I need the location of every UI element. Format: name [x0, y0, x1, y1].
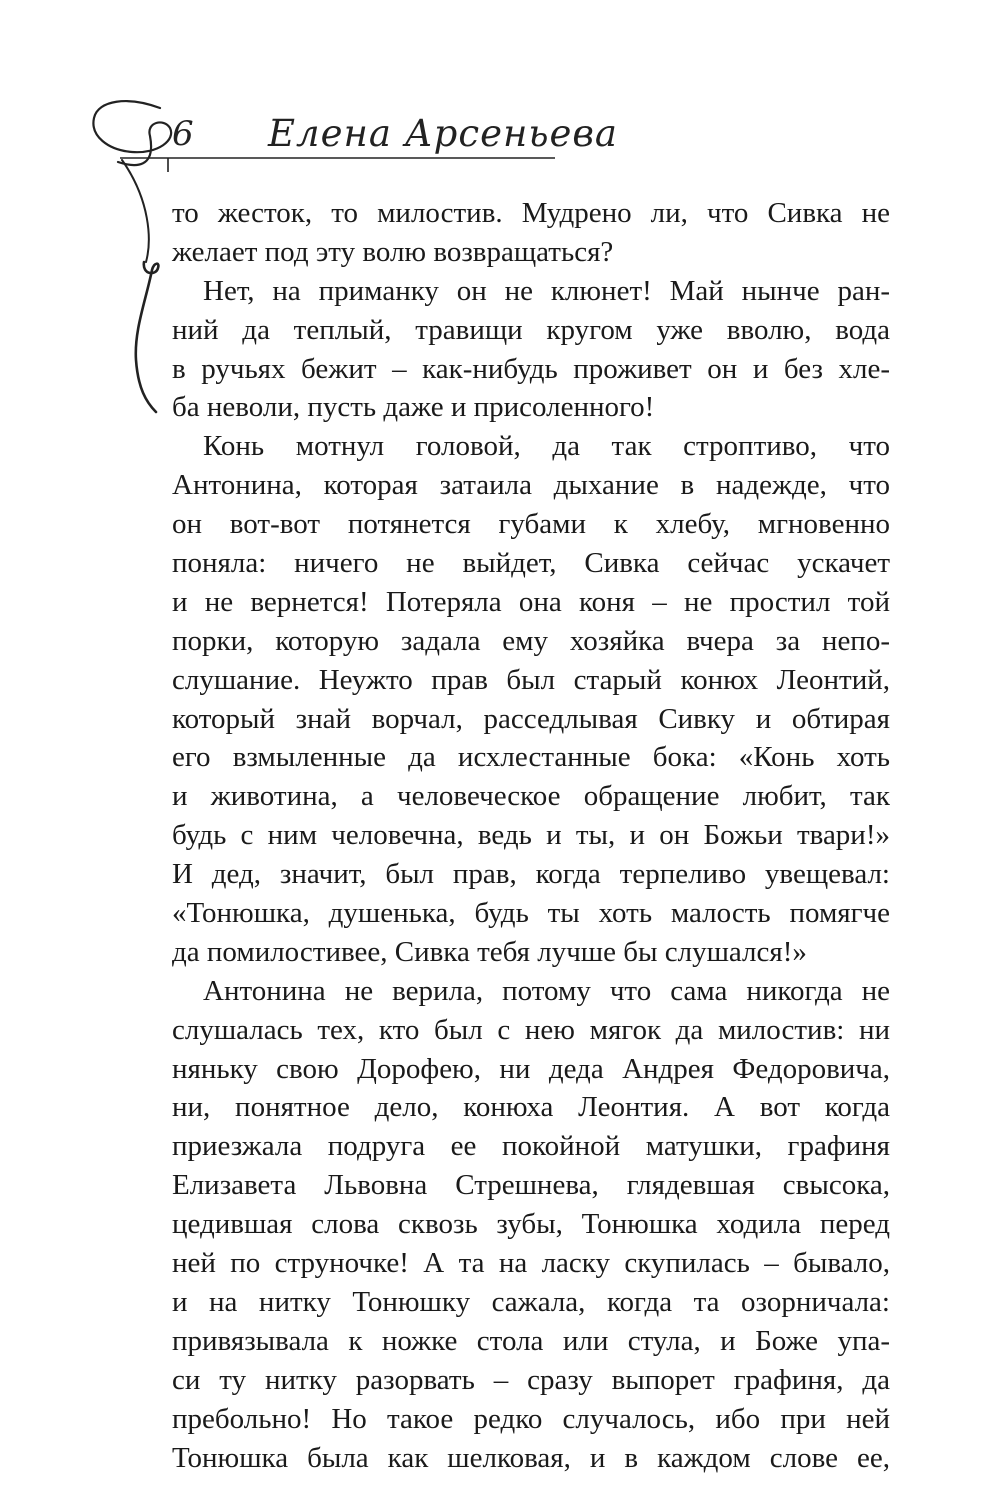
text-line: порки, которую задала ему хозяйка вчера за непо- [172, 624, 890, 657]
text-line: будь с ним человечна, ведь и ты, и он Божьи твари!» [172, 819, 890, 852]
text-line: Елизавета Львовна Стрешнева, глядевшая свысока, [172, 1169, 890, 1202]
text-line: «Тонюшка, душенька, будь ты хоть малость помягче [172, 897, 890, 930]
text-line: Антонина, которая затаила дыхание в надежде, что [172, 469, 890, 502]
text-line: и животина, а человеческое обращение любит, так [172, 780, 890, 813]
text-line: и на нитку Тонюшку сажала, когда та озорничала: [172, 1285, 890, 1318]
text-line: Нет, на приманку он не клюнет! Май нынче ран- [203, 274, 890, 307]
text-line: Тонюшка была как шелковая, и в каждом слове ее, [172, 1441, 890, 1474]
text-line: в ручьях бежит – как-нибудь проживет он и без хле- [172, 352, 890, 385]
text-line: ней по струночке! А та на ласку скупилась – бывало, [172, 1247, 890, 1280]
text-line: то жесток, то милостив. Мудрено ли, что Сивка не [172, 197, 890, 229]
author-name: Елена Арсеньева [268, 112, 618, 155]
text-line: слушание. Неужто прав был старый конюх Леонтий, [172, 663, 890, 696]
text-line: И дед, значит, был прав, когда терпеливо увещевал: [172, 858, 890, 891]
text-line: Конь мотнул головой, да так строптиво, что [203, 430, 890, 463]
text-line: ний да теплый, травищи кругом уже вволю, вода [172, 313, 890, 346]
text-line: ба неволи, пусть даже и присоленного! [172, 391, 655, 424]
text-line: си ту нитку разорвать – сразу выпорет графиня, да [172, 1363, 890, 1396]
text-line: поняла: ничего не выйдет, Сивка сейчас ускачет [172, 547, 890, 580]
text-line: привязывала к ножке стола или стула, и Боже упа- [172, 1324, 890, 1357]
text-line: цедившая слова сквозь зубы, Тонюшка ходила перед [172, 1208, 890, 1241]
text-line: который знай ворчал, расседлывая Сивку и обтирая [172, 702, 890, 735]
text-line: его взмыленные да исхлестанные бока: «Конь хоть [172, 741, 890, 774]
text-line: он вот-вот потянется губами к хлебу, мгновенно [172, 508, 890, 541]
text-line: да помилостивее, Сивка тебя лучше бы слушался!» [172, 935, 807, 968]
text-line: ни, понятное дело, конюха Леонтия. А вот когда [172, 1091, 890, 1124]
text-line: приезжала подруга ее покойной матушки, графиня [172, 1130, 890, 1163]
body-text [172, 194, 890, 1477]
text-line: желает под эту волю возвращаться? [172, 235, 614, 268]
text-line: и не вернется! Потеряла она коня – не простил той [172, 585, 890, 618]
text-line: слушалась тех, кто был с нею мягок да милостив: ни [172, 1013, 890, 1046]
text-line: пребольно! Но такое редко случалось, ибо при ней [172, 1402, 890, 1435]
text-line: Антонина не верила, потому что сама никогда не [203, 974, 890, 1007]
text-line: няньку свою Дорофею, ни деда Андрея Федоровича, [172, 1052, 890, 1085]
page-number: 6 [172, 114, 194, 154]
page-header [168, 108, 618, 164]
